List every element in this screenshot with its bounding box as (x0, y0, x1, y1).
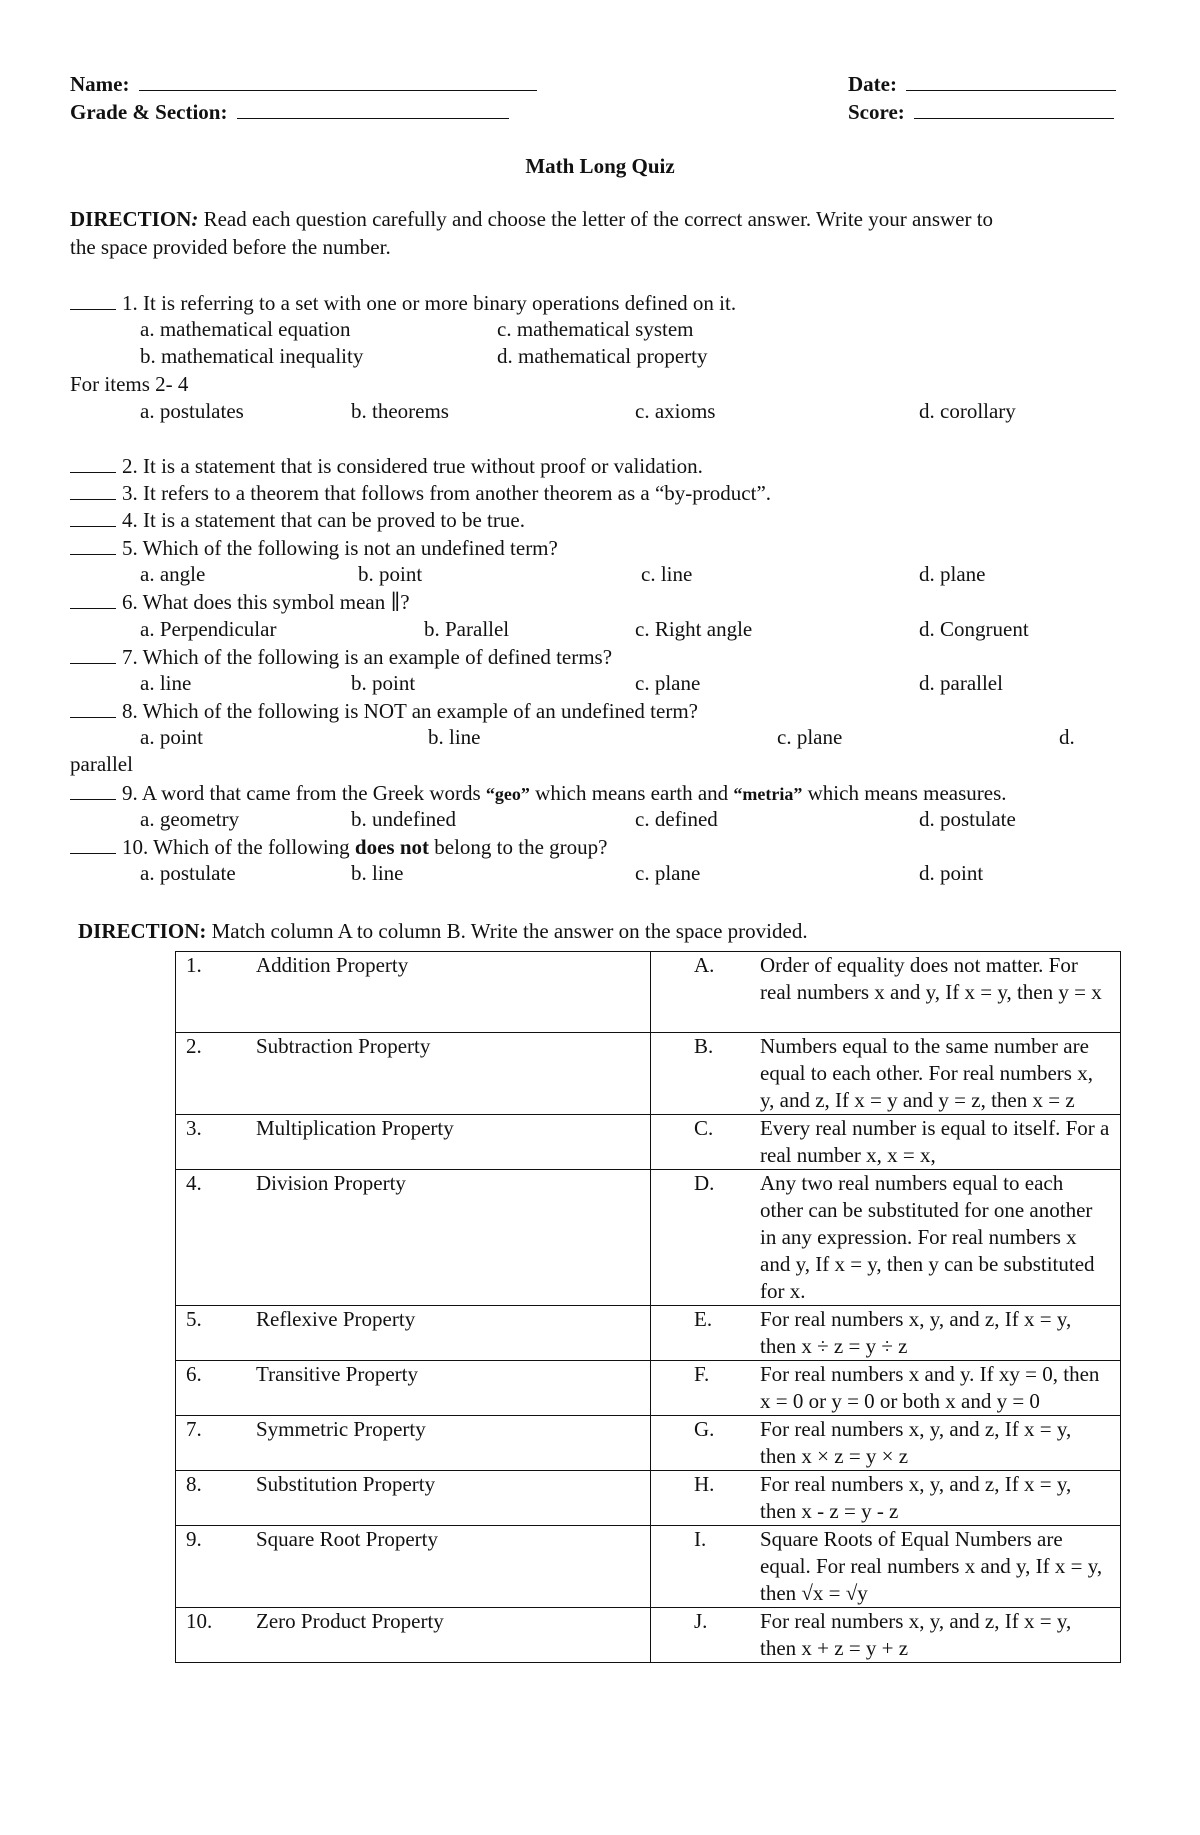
column-b-cell (651, 1471, 1121, 1526)
q5-option-a: a. angle (140, 562, 206, 586)
table-row (176, 1416, 1121, 1471)
q8-option-c: c. plane (777, 725, 843, 749)
table-row (176, 952, 1121, 1033)
q8-option-d: d. (1059, 725, 1075, 749)
q1-option-c: c. mathematical system (497, 317, 694, 341)
question-2 (70, 452, 703, 480)
score-blank[interactable] (914, 98, 1114, 119)
answer-blank-3[interactable] (70, 479, 116, 500)
group-option-a: a. postulates (140, 399, 244, 423)
column-b-cell (651, 952, 1121, 1033)
column-a-cell (176, 1033, 651, 1115)
table-row (176, 1361, 1121, 1416)
item-letter: B. (694, 1034, 714, 1058)
column-a-cell (176, 1170, 651, 1306)
item-number: 5. (186, 1307, 202, 1331)
direction-2-label: DIRECTION: (78, 919, 207, 943)
question-7 (70, 643, 612, 671)
q5-option-c: c. line (641, 562, 693, 586)
question-3 (70, 479, 771, 507)
column-a-cell (176, 1306, 651, 1361)
q9-option-a: a. geometry (140, 807, 240, 831)
date-field (848, 70, 1116, 98)
column-a-cell (176, 1115, 651, 1170)
name-blank[interactable] (139, 70, 537, 91)
property-definition: Any two real numbers equal to each other can be substituted for one another in any expression. For real numbers x and y, If x = y, then y can be substituted for x. (760, 1171, 1095, 1303)
question-6-text: 6. What does this symbol mean ∥? (122, 590, 410, 614)
direction-2 (78, 918, 808, 945)
answer-blank-6[interactable] (70, 588, 116, 609)
column-a-cell (176, 1416, 651, 1471)
score-label: Score: (848, 100, 905, 124)
q7-option-b: b. point (351, 671, 416, 695)
q1-option-b: b. mathematical inequality (140, 344, 364, 368)
item-number: 6. (186, 1362, 202, 1386)
question-9 (70, 779, 1007, 808)
column-a-cell (176, 1608, 651, 1663)
table-row (176, 1306, 1121, 1361)
property-definition: For real numbers x, y, and z, If x = y, then x + z = y + z (760, 1609, 1072, 1660)
property-name: Division Property (256, 1171, 406, 1195)
item-letter: D. (694, 1171, 715, 1195)
property-definition: For real numbers x, y, and z, If x = y, then x × z = y × z (760, 1417, 1072, 1468)
property-name: Subtraction Property (256, 1034, 431, 1058)
property-name: Symmetric Property (256, 1417, 426, 1441)
column-b-cell (651, 1115, 1121, 1170)
group-option-b: b. theorems (351, 399, 449, 423)
q8-option-d-wrap: parallel (70, 752, 133, 776)
item-number: 9. (186, 1527, 202, 1551)
item-letter: A. (694, 953, 715, 977)
item-letter: E. (694, 1307, 713, 1331)
name-label: Name: (70, 72, 130, 96)
name-field (70, 70, 537, 98)
question-1 (70, 289, 736, 317)
column-b-cell (651, 1361, 1121, 1416)
property-definition: For real numbers x, y, and z, If x = y, then x ÷ z = y ÷ z (760, 1307, 1072, 1358)
item-letter: F. (694, 1362, 710, 1386)
q7-option-a: a. line (140, 671, 192, 695)
q1-option-d: d. mathematical property (497, 344, 708, 368)
question-5-text: 5. Which of the following is not an undefined term? (122, 536, 558, 560)
property-definition: Numbers equal to the same number are equal to each other. For real numbers x, y, and z, If x = y and y = z, then x = z (760, 1034, 1093, 1112)
item-letter: C. (694, 1116, 714, 1140)
item-letter: I. (694, 1527, 707, 1551)
question-7-text: 7. Which of the following is an example of defined terms? (122, 645, 613, 669)
direction-1-label: DIRECTION (70, 207, 192, 231)
item-number: 8. (186, 1472, 202, 1496)
column-a-cell (176, 1361, 651, 1416)
answer-blank-2[interactable] (70, 452, 116, 473)
q8-option-b: b. line (428, 725, 481, 749)
item-number: 1. (186, 953, 202, 977)
answer-blank-5[interactable] (70, 534, 116, 555)
date-blank[interactable] (906, 70, 1116, 91)
property-name: Square Root Property (256, 1527, 438, 1551)
answer-blank-4[interactable] (70, 506, 116, 527)
q10-option-c: c. plane (635, 861, 701, 885)
column-b-cell (651, 1416, 1121, 1471)
direction-2-text: Match column A to column B. Write the answer on the space provided. (206, 919, 808, 943)
q1-option-a: a. mathematical equation (140, 317, 351, 341)
direction-1-line-2: the space provided before the number. (70, 235, 391, 259)
property-name: Substitution Property (256, 1472, 436, 1496)
item-letter: J. (694, 1609, 708, 1633)
question-4-text: 4. It is a statement that can be proved to be true. (122, 508, 525, 532)
q6-option-b: b. Parallel (424, 617, 510, 641)
table-row (176, 1115, 1121, 1170)
column-a-cell (176, 952, 651, 1033)
property-definition: For real numbers x, y, and z, If x = y, then x - z = y - z (760, 1472, 1072, 1523)
question-9-text-end: which means measures. (802, 781, 1007, 805)
question-1-text: 1. It is referring to a set with one or more binary operations defined on it. (122, 291, 737, 315)
answer-blank-10[interactable] (70, 833, 116, 854)
question-8-text: 8. Which of the following is NOT an example of an undefined term? (122, 699, 698, 723)
property-definition: Every real number is equal to itself. For a real number x, x = x, (760, 1116, 1110, 1167)
question-9-word-metria: “metria” (733, 784, 803, 804)
table-row (176, 1033, 1121, 1115)
item-number: 2. (186, 1034, 202, 1058)
grade-section-label: Grade & Section: (70, 100, 228, 124)
column-b-cell (651, 1033, 1121, 1115)
group-label: For items 2- 4 (70, 372, 189, 396)
table-row (176, 1170, 1121, 1306)
property-name: Multiplication Property (256, 1116, 454, 1140)
q6-option-d: d. Congruent (919, 617, 1029, 641)
grade-section-blank[interactable] (237, 98, 509, 119)
group-option-c: c. axioms (635, 399, 716, 423)
column-a-cell (176, 1471, 651, 1526)
question-8 (70, 697, 698, 725)
table-row (176, 1526, 1121, 1608)
item-letter: G. (694, 1417, 715, 1441)
answer-blank-9[interactable] (70, 779, 116, 800)
direction-1-text: Read each question carefully and choose the letter of the correct answer. Write your answer to (198, 207, 994, 231)
property-name: Zero Product Property (256, 1609, 444, 1633)
question-10-text-end: belong to the group? (429, 835, 608, 859)
q10-option-b: b. line (351, 861, 404, 885)
matching-table (175, 951, 1121, 1663)
question-9-text: 9. A word that came from the Greek words (122, 781, 486, 805)
question-10-text: 10. Which of the following (122, 835, 355, 859)
answer-blank-7[interactable] (70, 643, 116, 664)
direction-1 (70, 206, 993, 233)
property-name: Reflexive Property (256, 1307, 416, 1331)
answer-blank-8[interactable] (70, 697, 116, 718)
item-number: 7. (186, 1417, 202, 1441)
q5-option-d: d. plane (919, 562, 986, 586)
q8-option-a: a. point (140, 725, 203, 749)
property-name: Transitive Property (256, 1362, 418, 1386)
q7-option-c: c. plane (635, 671, 701, 695)
q10-option-a: a. postulate (140, 861, 236, 885)
column-b-cell (651, 1526, 1121, 1608)
q6-option-a: a. Perpendicular (140, 617, 277, 641)
question-3-text: 3. It refers to a theorem that follows from another theorem as a “by-product”. (122, 481, 772, 505)
page-title: Math Long Quiz (525, 154, 675, 178)
column-b-cell (651, 1170, 1121, 1306)
item-number: 3. (186, 1116, 202, 1140)
q7-option-d: d. parallel (919, 671, 1003, 695)
question-9-word-geo: “geo” (485, 784, 530, 804)
item-number: 4. (186, 1171, 202, 1195)
table-row (176, 1471, 1121, 1526)
group-option-d: d. corollary (919, 399, 1016, 423)
q10-option-d: d. point (919, 861, 984, 885)
column-a-cell (176, 1526, 651, 1608)
property-definition: Square Roots of Equal Numbers are equal. For real numbers x and y, If x = y, then √x = √y (760, 1527, 1103, 1605)
question-9-text-mid: which means earth and (529, 781, 734, 805)
property-name: Addition Property (256, 953, 409, 977)
question-10-emphasis: does not (354, 835, 430, 859)
column-b-cell (651, 1608, 1121, 1663)
property-definition: For real numbers x and y. If xy = 0, then x = 0 or y = 0 or both x and y = 0 (760, 1362, 1100, 1413)
question-6 (70, 588, 410, 616)
question-5 (70, 534, 558, 562)
question-10 (70, 833, 608, 861)
column-b-cell (651, 1306, 1121, 1361)
question-4 (70, 506, 525, 534)
date-label: Date: (848, 72, 897, 96)
table-row (176, 1608, 1121, 1663)
item-number: 10. (186, 1609, 213, 1633)
score-field (848, 98, 1114, 126)
answer-blank-1[interactable] (70, 289, 116, 310)
q5-option-b: b. point (358, 562, 423, 586)
direction-1-colon: : (191, 207, 199, 231)
q9-option-c: c. defined (635, 807, 718, 831)
q6-option-c: c. Right angle (635, 617, 753, 641)
grade-section-field (70, 98, 509, 126)
property-definition: Order of equality does not matter. For real numbers x and y, If x = y, then y = x (760, 953, 1102, 1004)
item-letter: H. (694, 1472, 715, 1496)
question-2-text: 2. It is a statement that is considered true without proof or validation. (122, 454, 703, 478)
q9-option-d: d. postulate (919, 807, 1016, 831)
q9-option-b: b. undefined (351, 807, 456, 831)
